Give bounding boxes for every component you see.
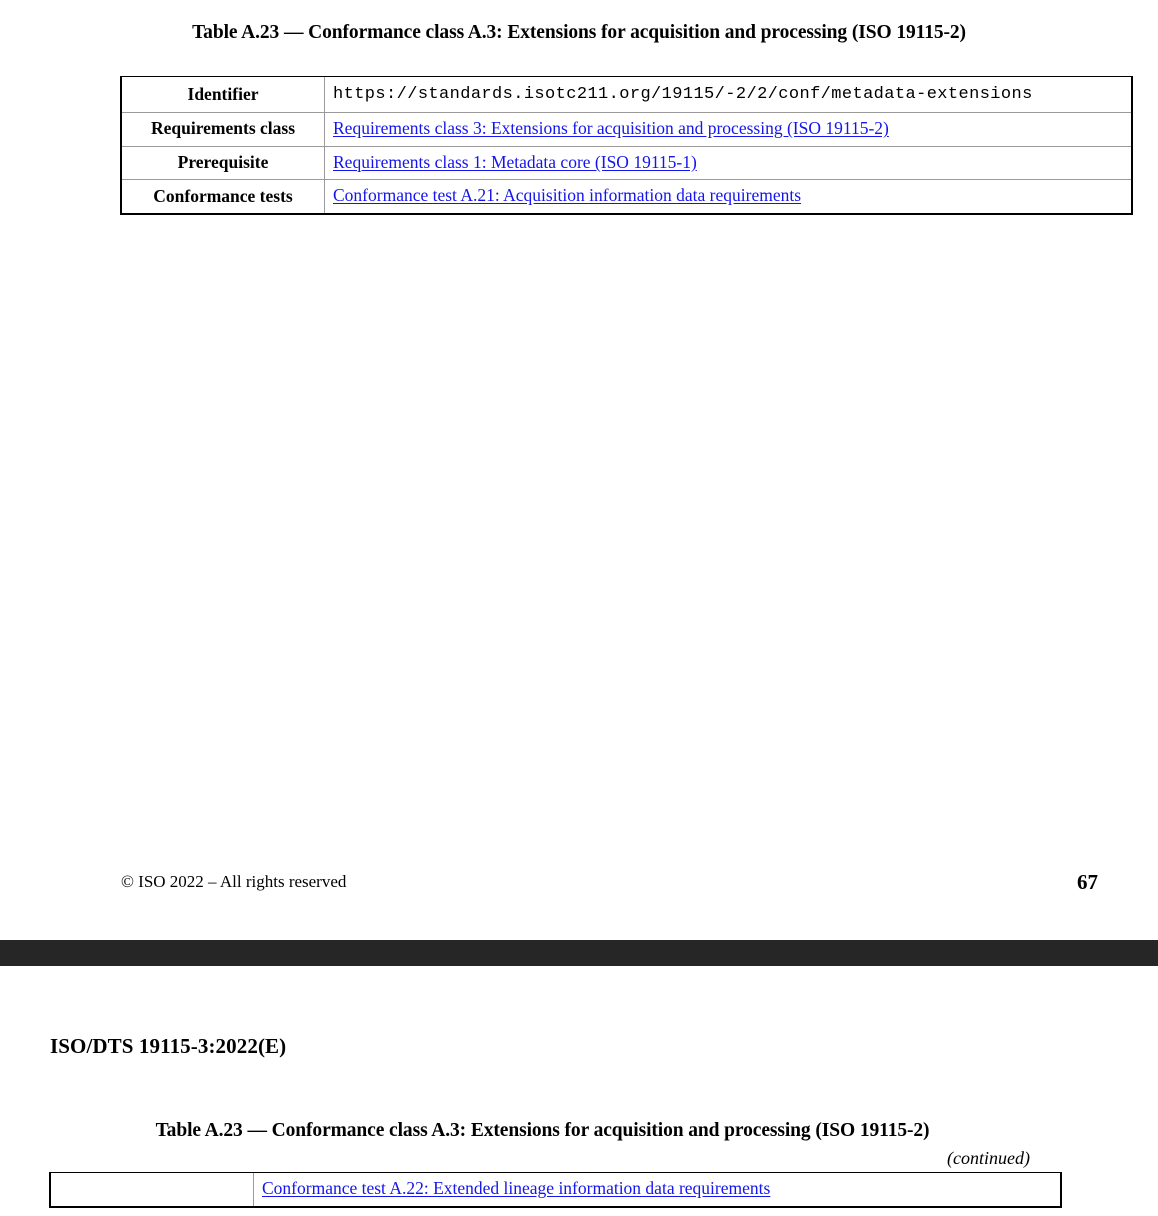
table-row	[51, 1173, 1061, 1207]
link-conformance-test-a22[interactable]: Conformance test A.22: Extended lineage information data requirements	[262, 1178, 771, 1198]
row-label-prerequisite: Prerequisite	[122, 146, 325, 180]
row-label-identifier: Identifier	[122, 77, 325, 113]
row-label-conformance-tests: Conformance tests	[122, 180, 325, 214]
identifier-uri-text: https://standards.isotc211.org/19115/-2/2/conf/metadata-extensions	[333, 85, 1033, 104]
link-requirements-class-1[interactable]: Requirements class 1: Metadata core (ISO 19115-1)	[333, 151, 697, 172]
row-label-empty	[51, 1173, 254, 1207]
table-clip-region-page-1	[0, 76, 1158, 241]
footer-page-number: 67	[1077, 870, 1098, 894]
row-label-requirements-class: Requirements class	[122, 113, 325, 147]
table-continued-label: (continued)	[947, 1148, 1030, 1168]
link-requirements-class-3[interactable]: Requirements class 3: Extensions for acquisition and processing (ISO 19115-2)	[333, 118, 889, 139]
document-page-2	[0, 966, 1158, 1216]
page-break-separator	[0, 940, 1158, 966]
row-value-conformance-tests-continued	[254, 1173, 1061, 1207]
running-header-standard-id: ISO/DTS 19115-3:2022(E)	[50, 1034, 287, 1058]
table-row	[122, 113, 1132, 147]
table-row	[122, 146, 1132, 180]
row-value-requirements-class	[325, 113, 1132, 147]
link-conformance-test-a21[interactable]: Conformance test A.21: Acquisition information data requirements	[333, 185, 802, 206]
table-row	[122, 180, 1132, 214]
table-row	[122, 77, 1132, 113]
table-caption-page-2: Table A.23 — Conformance class A.3: Extensions for acquisition and processing (ISO 19115-2)	[155, 1120, 930, 1141]
row-value-prerequisite	[325, 146, 1132, 180]
table-clip-region-page-2	[0, 1172, 1158, 1216]
row-value-identifier	[325, 77, 1132, 113]
conformance-class-table-page-1	[121, 76, 1132, 214]
conformance-class-table-page-2	[50, 1172, 1061, 1207]
table-caption-page-1: Table A.23 — Conformance class A.3: Extensions for acquisition and processing (ISO 19115-2)	[192, 22, 966, 43]
row-value-conformance-tests	[325, 180, 1132, 214]
footer-copyright: © ISO 2022 – All rights reserved	[121, 872, 347, 891]
